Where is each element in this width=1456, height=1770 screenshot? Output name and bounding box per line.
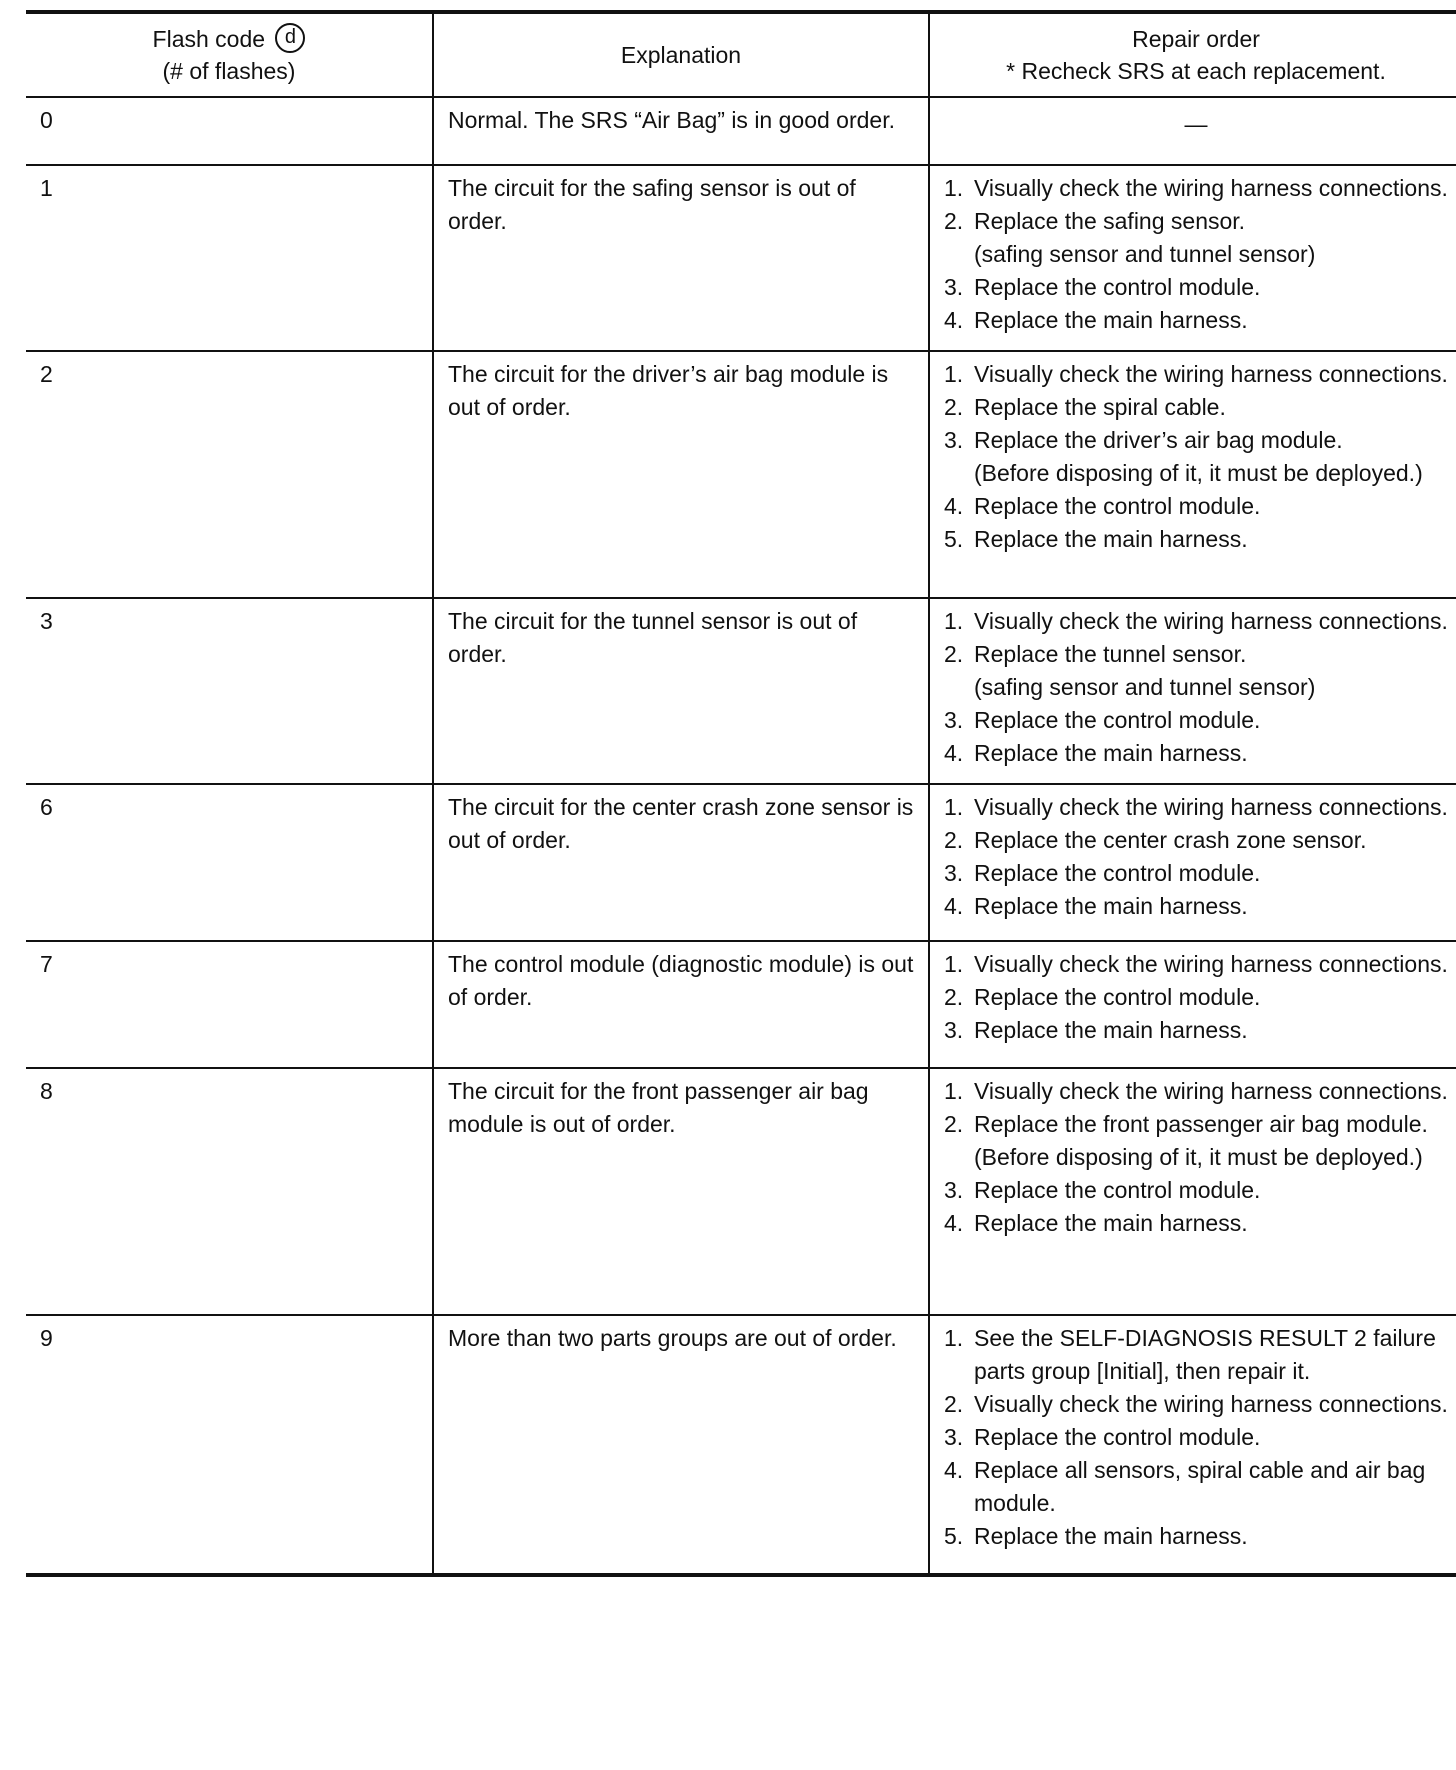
repair-step-number: 4. [944, 307, 964, 333]
repair-step-number: 3. [944, 1177, 964, 1203]
header-recheck-note: * Recheck SRS at each replacement. [1006, 58, 1386, 84]
table-row [26, 1068, 1456, 1315]
flash-code-table [26, 10, 1456, 1577]
repair-step-text: Replace all sensors, spiral cable and air bag module. [974, 1457, 1426, 1516]
repair-step-number: 3. [944, 707, 964, 733]
repair-order-cell [929, 941, 1456, 1068]
flash-code-cell [26, 598, 433, 784]
repair-step-number: 1. [944, 361, 964, 387]
repair-order-cell [929, 165, 1456, 351]
repair-step-text: Visually check the wiring harness connections. [974, 175, 1448, 201]
table-row [26, 598, 1456, 784]
repair-step-number: 2. [944, 641, 964, 667]
flash-code-value: 2 [40, 361, 53, 387]
repair-step-text: Visually check the wiring harness connections. [974, 608, 1448, 634]
repair-step [944, 1207, 1448, 1240]
repair-none-dash: — [1184, 111, 1208, 137]
repair-step-text: Replace the main harness. [974, 740, 1248, 766]
flash-code-cell [26, 1315, 433, 1575]
repair-step-text: Replace the control module. [974, 984, 1261, 1010]
repair-order-cell [929, 1315, 1456, 1575]
repair-steps-list [944, 605, 1448, 770]
repair-step-text: Replace the main harness. [974, 1017, 1248, 1043]
table-header-row [26, 12, 1456, 97]
repair-step-number: 2. [944, 1111, 964, 1137]
repair-step [944, 605, 1448, 638]
repair-steps-list [944, 358, 1448, 556]
explanation-cell [433, 165, 929, 351]
explanation-text: Normal. The SRS “Air Bag” is in good order. [448, 107, 895, 133]
repair-step [944, 358, 1448, 391]
repair-step [944, 638, 1448, 704]
explanation-text: The circuit for the driver’s air bag module is out of order. [448, 361, 889, 420]
repair-step [944, 1454, 1448, 1520]
repair-step [944, 391, 1448, 424]
flash-code-value: 7 [40, 951, 53, 977]
repair-step [944, 704, 1448, 737]
explanation-text: The circuit for the center crash zone sensor is out of order. [448, 794, 914, 853]
repair-step-number: 4. [944, 1457, 964, 1483]
repair-step-text: Visually check the wiring harness connections. [974, 1078, 1448, 1104]
repair-step-text: Replace the tunnel sensor. [974, 641, 1247, 667]
repair-step-text: See the SELF-DIAGNOSIS RESULT 2 failure parts group [Initial], then repair it. [974, 1325, 1436, 1384]
explanation-text: The circuit for the safing sensor is out of order. [448, 175, 856, 234]
repair-step-number: 3. [944, 274, 964, 300]
repair-step-text: Visually check the wiring harness connections. [974, 794, 1448, 820]
repair-step-text: Replace the control module. [974, 860, 1261, 886]
explanation-cell [433, 784, 929, 941]
flash-code-cell [26, 165, 433, 351]
repair-step-note: (Before disposing of it, it must be deployed.) [974, 460, 1423, 486]
flash-code-cell [26, 941, 433, 1068]
header-repair-order [929, 12, 1456, 97]
explanation-cell [433, 1315, 929, 1575]
repair-step [944, 1108, 1448, 1174]
flash-code-value: 6 [40, 794, 53, 820]
repair-step-text: Replace the main harness. [974, 1210, 1248, 1236]
table-row [26, 941, 1456, 1068]
repair-step [944, 1421, 1448, 1454]
repair-order-cell [929, 97, 1456, 165]
table-row [26, 351, 1456, 598]
repair-step-text: Replace the main harness. [974, 1523, 1248, 1549]
table-body [26, 97, 1456, 1575]
header-flash-count-label: (# of flashes) [162, 58, 296, 85]
explanation-text: More than two parts groups are out of order. [448, 1325, 897, 1351]
repair-order-cell [929, 1068, 1456, 1315]
repair-step-note: (safing sensor and tunnel sensor) [974, 674, 1316, 700]
repair-step [944, 737, 1448, 770]
flash-code-value: 0 [40, 107, 53, 133]
repair-step [944, 271, 1448, 304]
repair-step [944, 205, 1448, 271]
repair-step-number: 3. [944, 860, 964, 886]
repair-step-text: Replace the control module. [974, 274, 1261, 300]
repair-step-text: Replace the front passenger air bag module. [974, 1111, 1428, 1137]
header-explanation-label: Explanation [620, 42, 742, 68]
explanation-cell [433, 1068, 929, 1315]
repair-step-number: 4. [944, 893, 964, 919]
flash-code-cell [26, 97, 433, 165]
flash-code-value: 8 [40, 1078, 53, 1104]
repair-step [944, 1388, 1448, 1421]
flash-code-cell [26, 1068, 433, 1315]
header-flash-code [26, 12, 433, 97]
repair-step-number: 5. [944, 526, 964, 552]
explanation-cell [433, 97, 929, 165]
repair-steps-list [944, 948, 1448, 1047]
repair-step-number: 4. [944, 1210, 964, 1236]
repair-step-text: Replace the control module. [974, 1424, 1261, 1450]
repair-order-cell [929, 598, 1456, 784]
repair-step-text: Replace the main harness. [974, 893, 1248, 919]
repair-step [944, 890, 1448, 923]
repair-step [944, 1075, 1448, 1108]
repair-step-text: Replace the spiral cable. [974, 394, 1226, 420]
repair-step-text: Visually check the wiring harness connections. [974, 1391, 1448, 1417]
repair-step-note: (safing sensor and tunnel sensor) [974, 241, 1316, 267]
repair-step-text: Replace the main harness. [974, 307, 1248, 333]
repair-step [944, 1174, 1448, 1207]
explanation-text: The circuit for the front passenger air bag module is out of order. [448, 1078, 869, 1137]
explanation-cell [433, 598, 929, 784]
repair-step-number: 1. [944, 951, 964, 977]
header-repair-order-label: Repair order [1132, 26, 1260, 52]
repair-steps-list [944, 172, 1448, 337]
repair-order-cell [929, 351, 1456, 598]
repair-step [944, 424, 1448, 490]
flash-code-cell [26, 351, 433, 598]
repair-step-number: 3. [944, 1424, 964, 1450]
repair-step-number: 1. [944, 175, 964, 201]
repair-step-number: 1. [944, 794, 964, 820]
repair-step [944, 490, 1448, 523]
repair-step-text: Visually check the wiring harness connections. [974, 951, 1448, 977]
repair-step-number: 1. [944, 608, 964, 634]
repair-steps-list [944, 1075, 1448, 1240]
repair-step [944, 172, 1448, 205]
table-row [26, 97, 1456, 165]
repair-step-text: Replace the control module. [974, 707, 1261, 733]
repair-step [944, 791, 1448, 824]
repair-step-number: 2. [944, 208, 964, 234]
repair-step-number: 2. [944, 394, 964, 420]
repair-step-number: 3. [944, 1017, 964, 1043]
flash-code-value: 3 [40, 608, 53, 634]
repair-step [944, 523, 1448, 556]
flash-code-cell [26, 784, 433, 941]
explanation-cell [433, 351, 929, 598]
repair-step-number: 2. [944, 827, 964, 853]
repair-step-text: Replace the control module. [974, 1177, 1261, 1203]
repair-step-text: Replace the main harness. [974, 526, 1248, 552]
header-explanation [433, 12, 929, 97]
repair-step [944, 824, 1448, 857]
repair-step [944, 1520, 1448, 1553]
repair-step-text: Replace the control module. [974, 493, 1261, 519]
repair-step [944, 304, 1448, 337]
repair-step-number: 1. [944, 1078, 964, 1104]
repair-step-number: 4. [944, 493, 964, 519]
table-row [26, 1315, 1456, 1575]
repair-step [944, 981, 1448, 1014]
repair-step-number: 1. [944, 1325, 964, 1351]
repair-step-text: Replace the driver’s air bag module. [974, 427, 1343, 453]
repair-step [944, 1014, 1448, 1047]
explanation-text: The control module (diagnostic module) is out of order. [448, 951, 914, 1010]
repair-steps-list [944, 791, 1448, 923]
repair-step-number: 4. [944, 740, 964, 766]
repair-step-number: 5. [944, 1523, 964, 1549]
repair-step-text: Replace the safing sensor. [974, 208, 1246, 234]
repair-steps-list [944, 1322, 1448, 1553]
circled-d-badge: d [275, 23, 305, 53]
repair-step-number: 3. [944, 427, 964, 453]
repair-step-number: 2. [944, 1391, 964, 1417]
repair-step [944, 948, 1448, 981]
table-row [26, 165, 1456, 351]
repair-step-text: Replace the center crash zone sensor. [974, 827, 1367, 853]
repair-step [944, 1322, 1448, 1388]
table-row [26, 784, 1456, 941]
flash-code-value: 9 [40, 1325, 53, 1351]
explanation-cell [433, 941, 929, 1068]
header-flash-code-label: Flash code [152, 25, 266, 52]
repair-step-number: 2. [944, 984, 964, 1010]
repair-order-cell [929, 784, 1456, 941]
repair-step-text: Visually check the wiring harness connections. [974, 361, 1448, 387]
srs-flash-code-page [26, 10, 1456, 1577]
flash-code-value: 1 [40, 175, 53, 201]
repair-step-note: (Before disposing of it, it must be deployed.) [974, 1144, 1423, 1170]
repair-step [944, 857, 1448, 890]
explanation-text: The circuit for the tunnel sensor is out of order. [448, 608, 858, 667]
